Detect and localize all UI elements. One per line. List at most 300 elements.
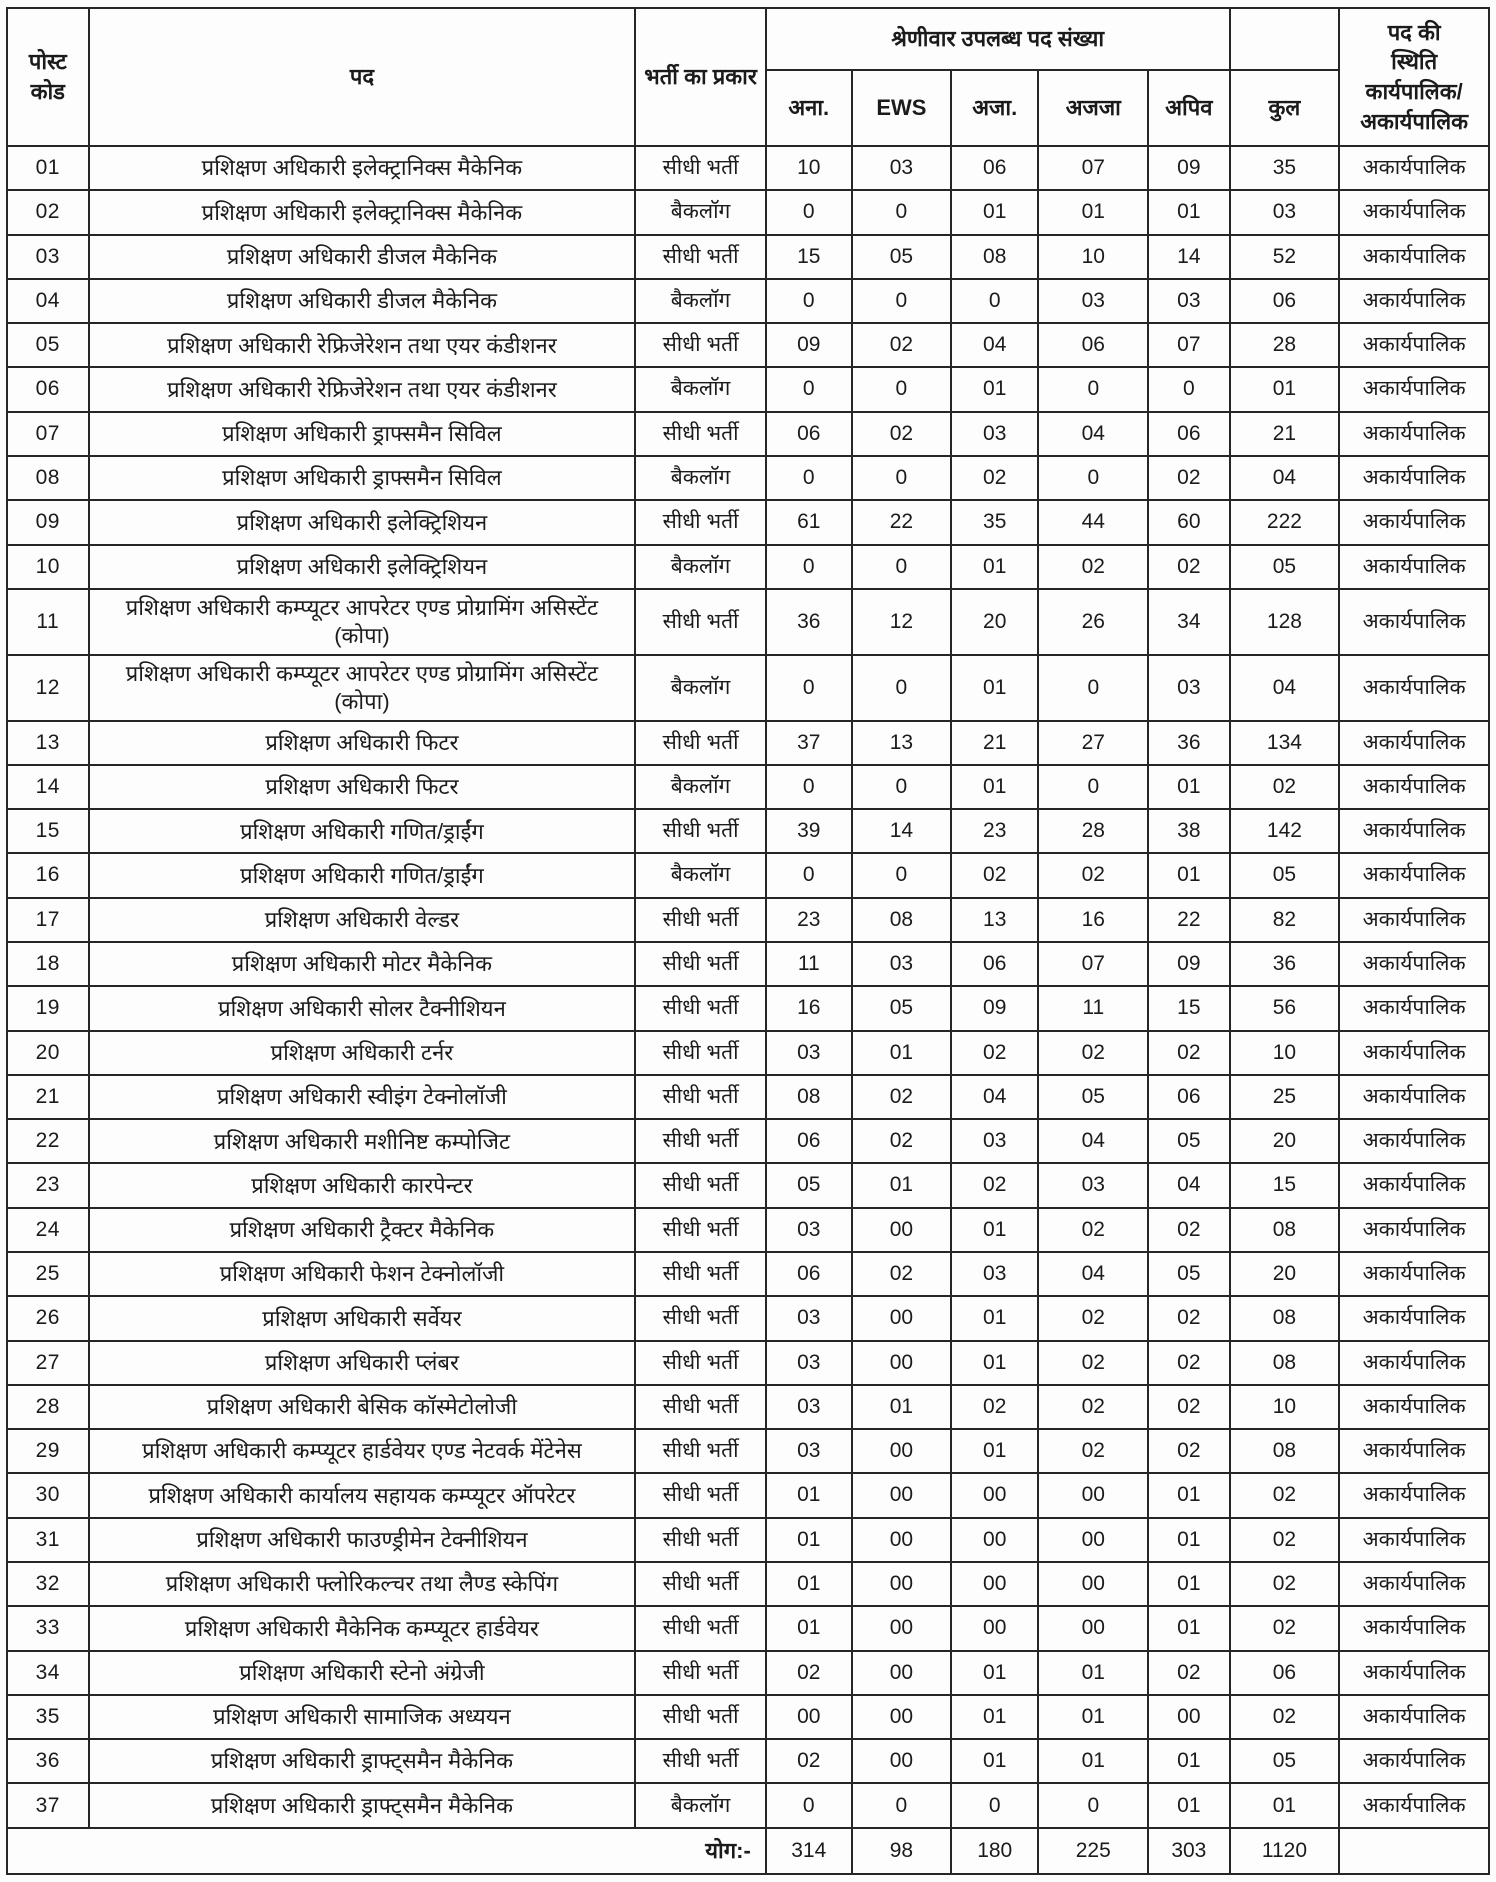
count-ajja-cell: 00 <box>1038 1606 1148 1650</box>
count-kul-cell: 02 <box>1230 1606 1340 1650</box>
post-name-cell: प्रशिक्षण अधिकारी कम्प्यूटर आपरेटर एण्ड प्रोग्रामिंग असिस्टेंट (कोपा) <box>89 589 636 655</box>
count-apiv-cell: 02 <box>1148 1296 1230 1340</box>
post-code-cell: 16 <box>7 853 89 897</box>
count-una-cell: 06 <box>766 412 852 456</box>
post-code-cell: 04 <box>7 279 89 323</box>
count-kul-cell: 05 <box>1230 853 1340 897</box>
count-ews-cell: 12 <box>852 589 951 655</box>
count-ews-cell: 05 <box>852 986 951 1030</box>
post-status-header-line: स्थिति <box>1391 49 1438 75</box>
category-header-aja: अजा. <box>951 70 1038 146</box>
recruitment-type-cell: सीधी भर्ती <box>635 898 765 942</box>
table-row <box>7 1163 1489 1207</box>
post-code-cell: 03 <box>7 235 89 279</box>
count-ews-cell: 14 <box>852 809 951 853</box>
count-kul-cell: 04 <box>1230 655 1340 721</box>
recruitment-type-cell: सीधी भर्ती <box>635 146 765 190</box>
table-row <box>7 1429 1489 1473</box>
count-apiv-cell: 02 <box>1148 1341 1230 1385</box>
count-apiv-cell: 01 <box>1148 1739 1230 1783</box>
count-apiv-cell: 02 <box>1148 545 1230 589</box>
count-ajja-cell: 11 <box>1038 986 1148 1030</box>
post-name-cell: प्रशिक्षण अधिकारी फिटर <box>89 721 636 765</box>
count-ajja-cell: 44 <box>1038 500 1148 544</box>
post-code-cell: 23 <box>7 1163 89 1207</box>
count-apiv-cell: 0 <box>1148 367 1230 411</box>
post-name-cell: प्रशिक्षण अधिकारी इलेक्ट्रिशियन <box>89 500 636 544</box>
table-row <box>7 1252 1489 1296</box>
count-ews-cell: 22 <box>852 500 951 544</box>
table-row <box>7 589 1489 655</box>
post-code-cell: 14 <box>7 765 89 809</box>
recruitment-type-cell: सीधी भर्ती <box>635 1385 765 1429</box>
recruitment-type-cell: बैकलॉग <box>635 190 765 234</box>
count-ajja-cell: 07 <box>1038 942 1148 986</box>
count-ajja-cell: 27 <box>1038 721 1148 765</box>
count-una-cell: 36 <box>766 589 852 655</box>
count-una-cell: 03 <box>766 1385 852 1429</box>
recruitment-type-cell: सीधी भर्ती <box>635 1606 765 1650</box>
header-row-1 <box>7 8 1489 70</box>
post-status-cell: अकार्यपालिक <box>1339 853 1489 897</box>
recruitment-type-cell: बैकलॉग <box>635 853 765 897</box>
recruitment-type-cell: सीधी भर्ती <box>635 1518 765 1562</box>
count-apiv-cell: 02 <box>1148 1429 1230 1473</box>
count-kul-cell: 08 <box>1230 1429 1340 1473</box>
count-kul-cell: 36 <box>1230 942 1340 986</box>
post-code-cell: 33 <box>7 1606 89 1650</box>
recruitment-type-cell: सीधी भर्ती <box>635 1695 765 1739</box>
count-ajja-cell: 02 <box>1038 1341 1148 1385</box>
post-status-cell: अकार्यपालिक <box>1339 721 1489 765</box>
post-status-cell: अकार्यपालिक <box>1339 1651 1489 1695</box>
post-status-cell: अकार्यपालिक <box>1339 1783 1489 1828</box>
table-row <box>7 545 1489 589</box>
count-ews-cell: 00 <box>852 1429 951 1473</box>
count-aja-cell: 02 <box>951 1031 1038 1075</box>
recruitment-type-cell: सीधी भर्ती <box>635 986 765 1030</box>
post-status-cell: अकार्यपालिक <box>1339 1385 1489 1429</box>
post-code-cell: 36 <box>7 1739 89 1783</box>
total-una: 314 <box>766 1828 852 1874</box>
post-status-cell: अकार्यपालिक <box>1339 1562 1489 1606</box>
count-aja-cell: 00 <box>951 1562 1038 1606</box>
count-aja-cell: 01 <box>951 367 1038 411</box>
count-ews-cell: 0 <box>852 545 951 589</box>
count-ajja-cell: 01 <box>1038 190 1148 234</box>
count-kul-cell: 08 <box>1230 1208 1340 1252</box>
post-code-cell: 28 <box>7 1385 89 1429</box>
post-status-cell: अकार्यपालिक <box>1339 545 1489 589</box>
post-status-cell: अकार्यपालिक <box>1339 1473 1489 1517</box>
post-code-cell: 17 <box>7 898 89 942</box>
table-row <box>7 235 1489 279</box>
recruitment-type-cell: सीधी भर्ती <box>635 809 765 853</box>
post-name-cell: प्रशिक्षण अधिकारी कार्यालय सहायक कम्प्यूटर ऑपरेटर <box>89 1473 636 1517</box>
count-una-cell: 03 <box>766 1429 852 1473</box>
count-una-cell: 0 <box>766 367 852 411</box>
category-span-header: श्रेणीवार उपलब्ध पद संख्या <box>766 8 1230 70</box>
post-code-cell: 01 <box>7 146 89 190</box>
count-una-cell: 03 <box>766 1341 852 1385</box>
post-status-cell: अकार्यपालिक <box>1339 1296 1489 1340</box>
count-apiv-cell: 02 <box>1148 1385 1230 1429</box>
count-ajja-cell: 10 <box>1038 235 1148 279</box>
count-una-cell: 01 <box>766 1473 852 1517</box>
table-row <box>7 1562 1489 1606</box>
count-una-cell: 16 <box>766 986 852 1030</box>
post-code-cell: 15 <box>7 809 89 853</box>
post-code-cell: 19 <box>7 986 89 1030</box>
count-una-cell: 0 <box>766 190 852 234</box>
count-aja-cell: 01 <box>951 1739 1038 1783</box>
count-una-cell: 03 <box>766 1296 852 1340</box>
post-status-cell: अकार्यपालिक <box>1339 986 1489 1030</box>
table-row <box>7 1208 1489 1252</box>
count-kul-cell: 02 <box>1230 765 1340 809</box>
post-name-cell: प्रशिक्षण अधिकारी इलेक्ट्रानिक्स मैकेनिक <box>89 146 636 190</box>
count-kul-cell: 82 <box>1230 898 1340 942</box>
count-una-cell: 15 <box>766 235 852 279</box>
post-name-cell: प्रशिक्षण अधिकारी रेफ्रिजेरेशन तथा एयर कंडीशनर <box>89 367 636 411</box>
count-kul-cell: 142 <box>1230 809 1340 853</box>
table-row <box>7 942 1489 986</box>
count-apiv-cell: 01 <box>1148 1783 1230 1828</box>
count-una-cell: 09 <box>766 323 852 367</box>
post-status-cell: अकार्यपालिक <box>1339 589 1489 655</box>
count-ajja-cell: 04 <box>1038 1119 1148 1163</box>
post-name-cell: प्रशिक्षण अधिकारी मशीनिष्ट कम्पोजिट <box>89 1119 636 1163</box>
table-row <box>7 500 1489 544</box>
count-aja-cell: 01 <box>951 1296 1038 1340</box>
count-apiv-cell: 09 <box>1148 942 1230 986</box>
count-una-cell: 39 <box>766 809 852 853</box>
count-kul-cell: 06 <box>1230 279 1340 323</box>
count-una-cell: 10 <box>766 146 852 190</box>
count-kul-cell: 08 <box>1230 1296 1340 1340</box>
table-row <box>7 765 1489 809</box>
post-status-cell: अकार्यपालिक <box>1339 1606 1489 1650</box>
count-ajja-cell: 01 <box>1038 1739 1148 1783</box>
count-kul-cell: 21 <box>1230 412 1340 456</box>
count-kul-cell: 56 <box>1230 986 1340 1030</box>
count-aja-cell: 01 <box>951 1695 1038 1739</box>
count-ews-cell: 00 <box>852 1341 951 1385</box>
post-status-cell: अकार्यपालिक <box>1339 655 1489 721</box>
post-status-cell: अकार्यपालिक <box>1339 942 1489 986</box>
category-header-kul: कुल <box>1230 70 1340 146</box>
count-aja-cell: 21 <box>951 721 1038 765</box>
post-name-cell: प्रशिक्षण अधिकारी इलेक्ट्रिशियन <box>89 545 636 589</box>
count-apiv-cell: 22 <box>1148 898 1230 942</box>
table-row <box>7 1739 1489 1783</box>
count-kul-cell: 02 <box>1230 1562 1340 1606</box>
post-name-cell: प्रशिक्षण अधिकारी सर्वेयर <box>89 1296 636 1340</box>
post-name-cell: प्रशिक्षण अधिकारी रेफ्रिजेरेशन तथा एयर कंडीशनर <box>89 323 636 367</box>
count-ews-cell: 13 <box>852 721 951 765</box>
recruitment-type-cell: सीधी भर्ती <box>635 1341 765 1385</box>
count-una-cell: 02 <box>766 1739 852 1783</box>
count-kul-cell: 15 <box>1230 1163 1340 1207</box>
count-kul-cell: 01 <box>1230 1783 1340 1828</box>
count-ews-cell: 00 <box>852 1473 951 1517</box>
post-status-header <box>1339 8 1489 146</box>
post-code-cell: 25 <box>7 1252 89 1296</box>
post-name-cell: प्रशिक्षण अधिकारी गणित/ड्राईंग <box>89 853 636 897</box>
table-footer <box>7 1828 1489 1874</box>
post-code-cell: 21 <box>7 1075 89 1119</box>
post-status-cell: अकार्यपालिक <box>1339 146 1489 190</box>
count-kul-cell: 02 <box>1230 1695 1340 1739</box>
total-ews: 98 <box>852 1828 951 1874</box>
count-kul-cell: 01 <box>1230 367 1340 411</box>
post-name-cell: प्रशिक्षण अधिकारी ड्राफ्ट्समैन मैकेनिक <box>89 1783 636 1828</box>
count-ews-cell: 0 <box>852 190 951 234</box>
recruitment-type-cell: बैकलॉग <box>635 655 765 721</box>
post-status-cell: अकार्यपालिक <box>1339 1119 1489 1163</box>
count-aja-cell: 04 <box>951 1075 1038 1119</box>
table-row <box>7 1695 1489 1739</box>
post-name-cell: प्रशिक्षण अधिकारी ड्राफ्समैन सिविल <box>89 412 636 456</box>
post-code-cell: 22 <box>7 1119 89 1163</box>
post-code-cell: 37 <box>7 1783 89 1828</box>
count-ajja-cell: 03 <box>1038 279 1148 323</box>
total-aja: 180 <box>951 1828 1038 1874</box>
post-name-cell: प्रशिक्षण अधिकारी फिटर <box>89 765 636 809</box>
count-ews-cell: 0 <box>852 1783 951 1828</box>
count-una-cell: 0 <box>766 765 852 809</box>
count-apiv-cell: 01 <box>1148 190 1230 234</box>
post-code-cell: 11 <box>7 589 89 655</box>
count-ajja-cell: 02 <box>1038 1429 1148 1473</box>
recruitment-type-cell: सीधी भर्ती <box>635 1739 765 1783</box>
count-ajja-cell: 02 <box>1038 1031 1148 1075</box>
table-row <box>7 1031 1489 1075</box>
post-name-cell: प्रशिक्षण अधिकारी डीजल मैकेनिक <box>89 235 636 279</box>
count-apiv-cell: 09 <box>1148 146 1230 190</box>
post-code-cell: 06 <box>7 367 89 411</box>
total-label: योग:- <box>7 1828 766 1874</box>
post-status-cell: अकार्यपालिक <box>1339 1341 1489 1385</box>
count-ajja-cell: 02 <box>1038 545 1148 589</box>
recruitment-type-cell: सीधी भर्ती <box>635 500 765 544</box>
count-aja-cell: 01 <box>951 190 1038 234</box>
count-kul-cell: 05 <box>1230 1739 1340 1783</box>
recruitment-type-cell: सीधी भर्ती <box>635 323 765 367</box>
category-header-apiv: अपिव <box>1148 70 1230 146</box>
recruitment-type-cell: सीधी भर्ती <box>635 589 765 655</box>
count-una-cell: 02 <box>766 1651 852 1695</box>
count-apiv-cell: 06 <box>1148 412 1230 456</box>
post-status-cell: अकार्यपालिक <box>1339 367 1489 411</box>
count-apiv-cell: 01 <box>1148 1518 1230 1562</box>
count-apiv-cell: 01 <box>1148 1606 1230 1650</box>
count-apiv-cell: 04 <box>1148 1163 1230 1207</box>
count-aja-cell: 03 <box>951 1119 1038 1163</box>
post-name-cell: प्रशिक्षण अधिकारी प्लंबर <box>89 1341 636 1385</box>
count-ews-cell: 02 <box>852 1252 951 1296</box>
count-aja-cell: 01 <box>951 1208 1038 1252</box>
count-apiv-cell: 07 <box>1148 323 1230 367</box>
table-row <box>7 190 1489 234</box>
table-row <box>7 655 1489 721</box>
count-ajja-cell: 01 <box>1038 1651 1148 1695</box>
post-name-cell: प्रशिक्षण अधिकारी गणित/ड्राईंग <box>89 809 636 853</box>
count-una-cell: 06 <box>766 1119 852 1163</box>
table-row <box>7 1518 1489 1562</box>
count-ews-cell: 08 <box>852 898 951 942</box>
table-row <box>7 1651 1489 1695</box>
post-status-header-line: कार्यपालिक/ <box>1365 79 1463 104</box>
table-row <box>7 1473 1489 1517</box>
count-kul-cell: 05 <box>1230 545 1340 589</box>
table-header <box>7 8 1489 146</box>
count-una-cell: 01 <box>766 1562 852 1606</box>
count-una-cell: 01 <box>766 1518 852 1562</box>
post-name-cell: प्रशिक्षण अधिकारी फेशन टेक्नोलॉजी <box>89 1252 636 1296</box>
count-aja-cell: 01 <box>951 655 1038 721</box>
count-una-cell: 08 <box>766 1075 852 1119</box>
count-una-cell: 06 <box>766 1252 852 1296</box>
count-aja-cell: 01 <box>951 545 1038 589</box>
post-status-cell: अकार्यपालिक <box>1339 1031 1489 1075</box>
count-kul-cell: 02 <box>1230 1518 1340 1562</box>
count-kul-cell: 134 <box>1230 721 1340 765</box>
count-apiv-cell: 38 <box>1148 809 1230 853</box>
post-name-cell: प्रशिक्षण अधिकारी कारपेन्टर <box>89 1163 636 1207</box>
recruitment-type-cell: सीधी भर्ती <box>635 1163 765 1207</box>
count-ews-cell: 01 <box>852 1385 951 1429</box>
total-kul: 1120 <box>1230 1828 1340 1874</box>
count-apiv-cell: 05 <box>1148 1252 1230 1296</box>
post-name-cell: प्रशिक्षण अधिकारी स्टेनो अंग्रेजी <box>89 1651 636 1695</box>
recruitment-type-cell: सीधी भर्ती <box>635 1119 765 1163</box>
post-code-cell: 08 <box>7 456 89 500</box>
post-code-cell: 05 <box>7 323 89 367</box>
post-status-cell: अकार्यपालिक <box>1339 1075 1489 1119</box>
count-ajja-cell: 01 <box>1038 1695 1148 1739</box>
post-header: पद <box>89 8 636 146</box>
post-code-cell: 07 <box>7 412 89 456</box>
count-una-cell: 23 <box>766 898 852 942</box>
count-una-cell: 0 <box>766 655 852 721</box>
count-ajja-cell: 00 <box>1038 1473 1148 1517</box>
table-row <box>7 1783 1489 1828</box>
count-ews-cell: 00 <box>852 1651 951 1695</box>
count-aja-cell: 00 <box>951 1606 1038 1650</box>
post-status-cell: अकार्यपालिक <box>1339 235 1489 279</box>
count-ajja-cell: 04 <box>1038 412 1148 456</box>
post-name-cell: प्रशिक्षण अधिकारी इलेक्ट्रानिक्स मैकेनिक <box>89 190 636 234</box>
count-ews-cell: 0 <box>852 279 951 323</box>
post-name-cell: प्रशिक्षण अधिकारी कम्प्यूटर आपरेटर एण्ड प्रोग्रामिंग असिस्टेंट (कोपा) <box>89 655 636 721</box>
count-aja-cell: 20 <box>951 589 1038 655</box>
count-ews-cell: 0 <box>852 655 951 721</box>
count-una-cell: 37 <box>766 721 852 765</box>
count-aja-cell: 08 <box>951 235 1038 279</box>
recruitment-type-cell: बैकलॉग <box>635 545 765 589</box>
count-apiv-cell: 02 <box>1148 1651 1230 1695</box>
table-row <box>7 853 1489 897</box>
total-ajja: 225 <box>1038 1828 1148 1874</box>
count-kul-cell: 25 <box>1230 1075 1340 1119</box>
vacancy-table <box>6 7 1490 1875</box>
count-aja-cell: 02 <box>951 1385 1038 1429</box>
table-row <box>7 367 1489 411</box>
post-status-cell: अकार्यपालिक <box>1339 809 1489 853</box>
count-apiv-cell: 02 <box>1148 1208 1230 1252</box>
count-apiv-cell: 36 <box>1148 721 1230 765</box>
post-name-cell: प्रशिक्षण अधिकारी बेसिक कॉस्मेटोलोजी <box>89 1385 636 1429</box>
count-ews-cell: 0 <box>852 853 951 897</box>
count-ews-cell: 02 <box>852 323 951 367</box>
post-status-cell: अकार्यपालिक <box>1339 1208 1489 1252</box>
post-status-cell: अकार्यपालिक <box>1339 190 1489 234</box>
count-una-cell: 01 <box>766 1606 852 1650</box>
post-code-cell: 02 <box>7 190 89 234</box>
count-una-cell: 03 <box>766 1031 852 1075</box>
count-apiv-cell: 01 <box>1148 853 1230 897</box>
post-status-cell: अकार्यपालिक <box>1339 1252 1489 1296</box>
post-status-cell: अकार्यपालिक <box>1339 898 1489 942</box>
recruitment-type-cell: सीधी भर्ती <box>635 1208 765 1252</box>
post-name-cell: प्रशिक्षण अधिकारी सामाजिक अध्ययन <box>89 1695 636 1739</box>
count-ajja-cell: 26 <box>1038 589 1148 655</box>
post-status-cell: अकार्यपालिक <box>1339 1163 1489 1207</box>
total-status-empty <box>1339 1828 1489 1874</box>
post-status-cell: अकार्यपालिक <box>1339 1739 1489 1783</box>
count-ajja-cell: 28 <box>1038 809 1148 853</box>
post-name-cell: प्रशिक्षण अधिकारी डीजल मैकेनिक <box>89 279 636 323</box>
count-aja-cell: 35 <box>951 500 1038 544</box>
count-ews-cell: 02 <box>852 412 951 456</box>
count-una-cell: 0 <box>766 545 852 589</box>
post-code-cell: 31 <box>7 1518 89 1562</box>
count-una-cell: 0 <box>766 456 852 500</box>
count-ews-cell: 00 <box>852 1562 951 1606</box>
category-header-ews: EWS <box>852 70 951 146</box>
table-body <box>7 146 1489 1828</box>
table-row <box>7 412 1489 456</box>
post-name-cell: प्रशिक्षण अधिकारी फ्लोरिकल्चर तथा लैण्ड स्केपिंग <box>89 1562 636 1606</box>
post-status-cell: अकार्यपालिक <box>1339 1429 1489 1473</box>
count-apiv-cell: 01 <box>1148 1473 1230 1517</box>
count-ajja-cell: 0 <box>1038 367 1148 411</box>
post-code-cell: 20 <box>7 1031 89 1075</box>
count-ews-cell: 05 <box>852 235 951 279</box>
count-ajja-cell: 16 <box>1038 898 1148 942</box>
count-ajja-cell: 02 <box>1038 1208 1148 1252</box>
table-row <box>7 279 1489 323</box>
count-aja-cell: 02 <box>951 1163 1038 1207</box>
recruitment-type-cell: सीधी भर्ती <box>635 1075 765 1119</box>
count-ews-cell: 0 <box>852 765 951 809</box>
count-aja-cell: 13 <box>951 898 1038 942</box>
recruitment-type-cell: बैकलॉग <box>635 765 765 809</box>
count-aja-cell: 01 <box>951 1341 1038 1385</box>
recruitment-type-cell: सीधी भर्ती <box>635 1473 765 1517</box>
post-code-cell: 24 <box>7 1208 89 1252</box>
count-apiv-cell: 05 <box>1148 1119 1230 1163</box>
count-ews-cell: 02 <box>852 1075 951 1119</box>
count-kul-cell: 222 <box>1230 500 1340 544</box>
recruitment-type-cell: सीधी भर्ती <box>635 1429 765 1473</box>
post-name-cell: प्रशिक्षण अधिकारी वेल्डर <box>89 898 636 942</box>
post-code-cell: 26 <box>7 1296 89 1340</box>
count-aja-cell: 23 <box>951 809 1038 853</box>
count-aja-cell: 02 <box>951 853 1038 897</box>
category-header-ajja: अजजा <box>1038 70 1148 146</box>
